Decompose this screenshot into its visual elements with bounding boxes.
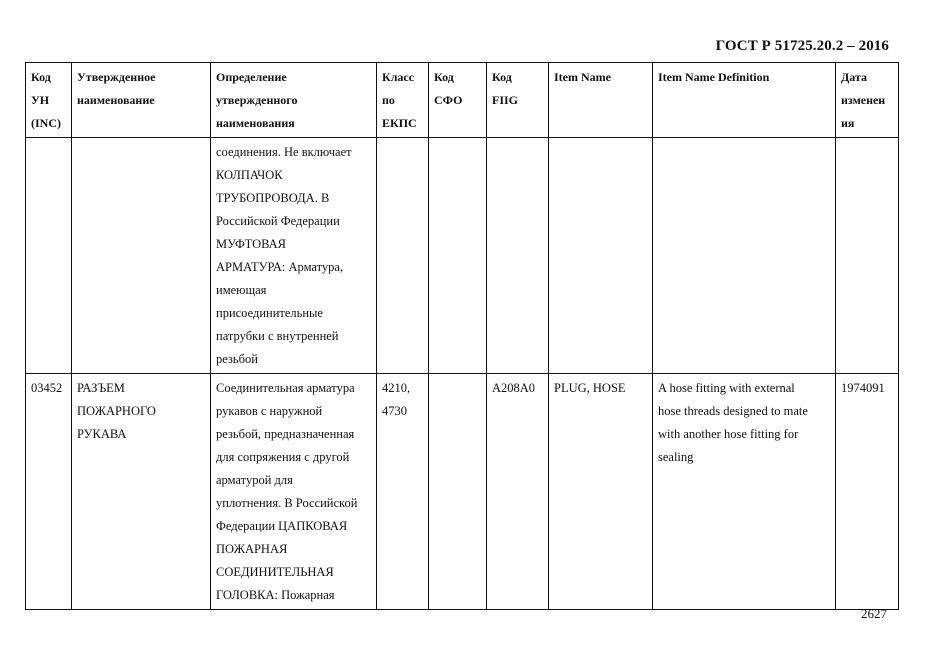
cell-ekps-class: 4210, 4730	[377, 374, 429, 610]
cell-approved-name	[72, 138, 211, 374]
table-header-row	[26, 63, 899, 138]
cell-sfo-code	[429, 138, 487, 374]
cell-sfo-code	[429, 374, 487, 610]
column-header-ekps-class: Класс по ЕКПС	[377, 63, 429, 138]
cell-inc	[26, 138, 72, 374]
cell-definition: Соединительная арматура рукавов с наружной резьбой, предназначенная для сопряжения с другой арматурой для уплотнения. В Российской Федерации ЦАПКОВАЯ ПОЖАРНАЯ СОЕДИНИТЕЛЬНАЯ ГОЛОВКА: Пожарная	[211, 374, 377, 610]
cell-definition: соединения. Не включает КОЛПАЧОК ТРУБОПРОВОДА. В Российской Федерации МУФТОВАЯ АРМАТУРА: Арматура, имеющая присоединительные патрубки с внутренней резьбой	[211, 138, 377, 374]
column-header-item-name: Item Name	[549, 63, 653, 138]
table-row	[26, 374, 899, 610]
cell-change-date: 1974091	[836, 374, 899, 610]
column-header-sfo-code: Код СФО	[429, 63, 487, 138]
cell-fiig-code: A208A0	[487, 374, 549, 610]
cell-item-name	[549, 138, 653, 374]
document-standard-title: ГОСТ Р 51725.20.2 – 2016	[715, 38, 889, 54]
table-row	[26, 138, 899, 374]
column-header-change-date: Дата изменен ия	[836, 63, 899, 138]
column-header-fiig-code: Код FIIG	[487, 63, 549, 138]
cell-item-name-definition: A hose fitting with external hose threads designed to mate with another hose fitting for sealing	[653, 374, 836, 610]
cell-item-name-definition	[653, 138, 836, 374]
page-number: 2627	[861, 606, 887, 621]
cell-inc: 03452	[26, 374, 72, 610]
column-header-item-name-definition: Item Name Definition	[653, 63, 836, 138]
cell-change-date	[836, 138, 899, 374]
column-header-definition: Определение утвержденного наименования	[211, 63, 377, 138]
classification-table	[25, 62, 899, 610]
cell-fiig-code	[487, 138, 549, 374]
column-header-inc: Код УН (INC)	[26, 63, 72, 138]
column-header-approved-name: Утвержденное наименование	[72, 63, 211, 138]
cell-approved-name: РАЗЪЕМ ПОЖАРНОГО РУКАВА	[72, 374, 211, 610]
cell-item-name: PLUG, HOSE	[549, 374, 653, 610]
cell-ekps-class	[377, 138, 429, 374]
